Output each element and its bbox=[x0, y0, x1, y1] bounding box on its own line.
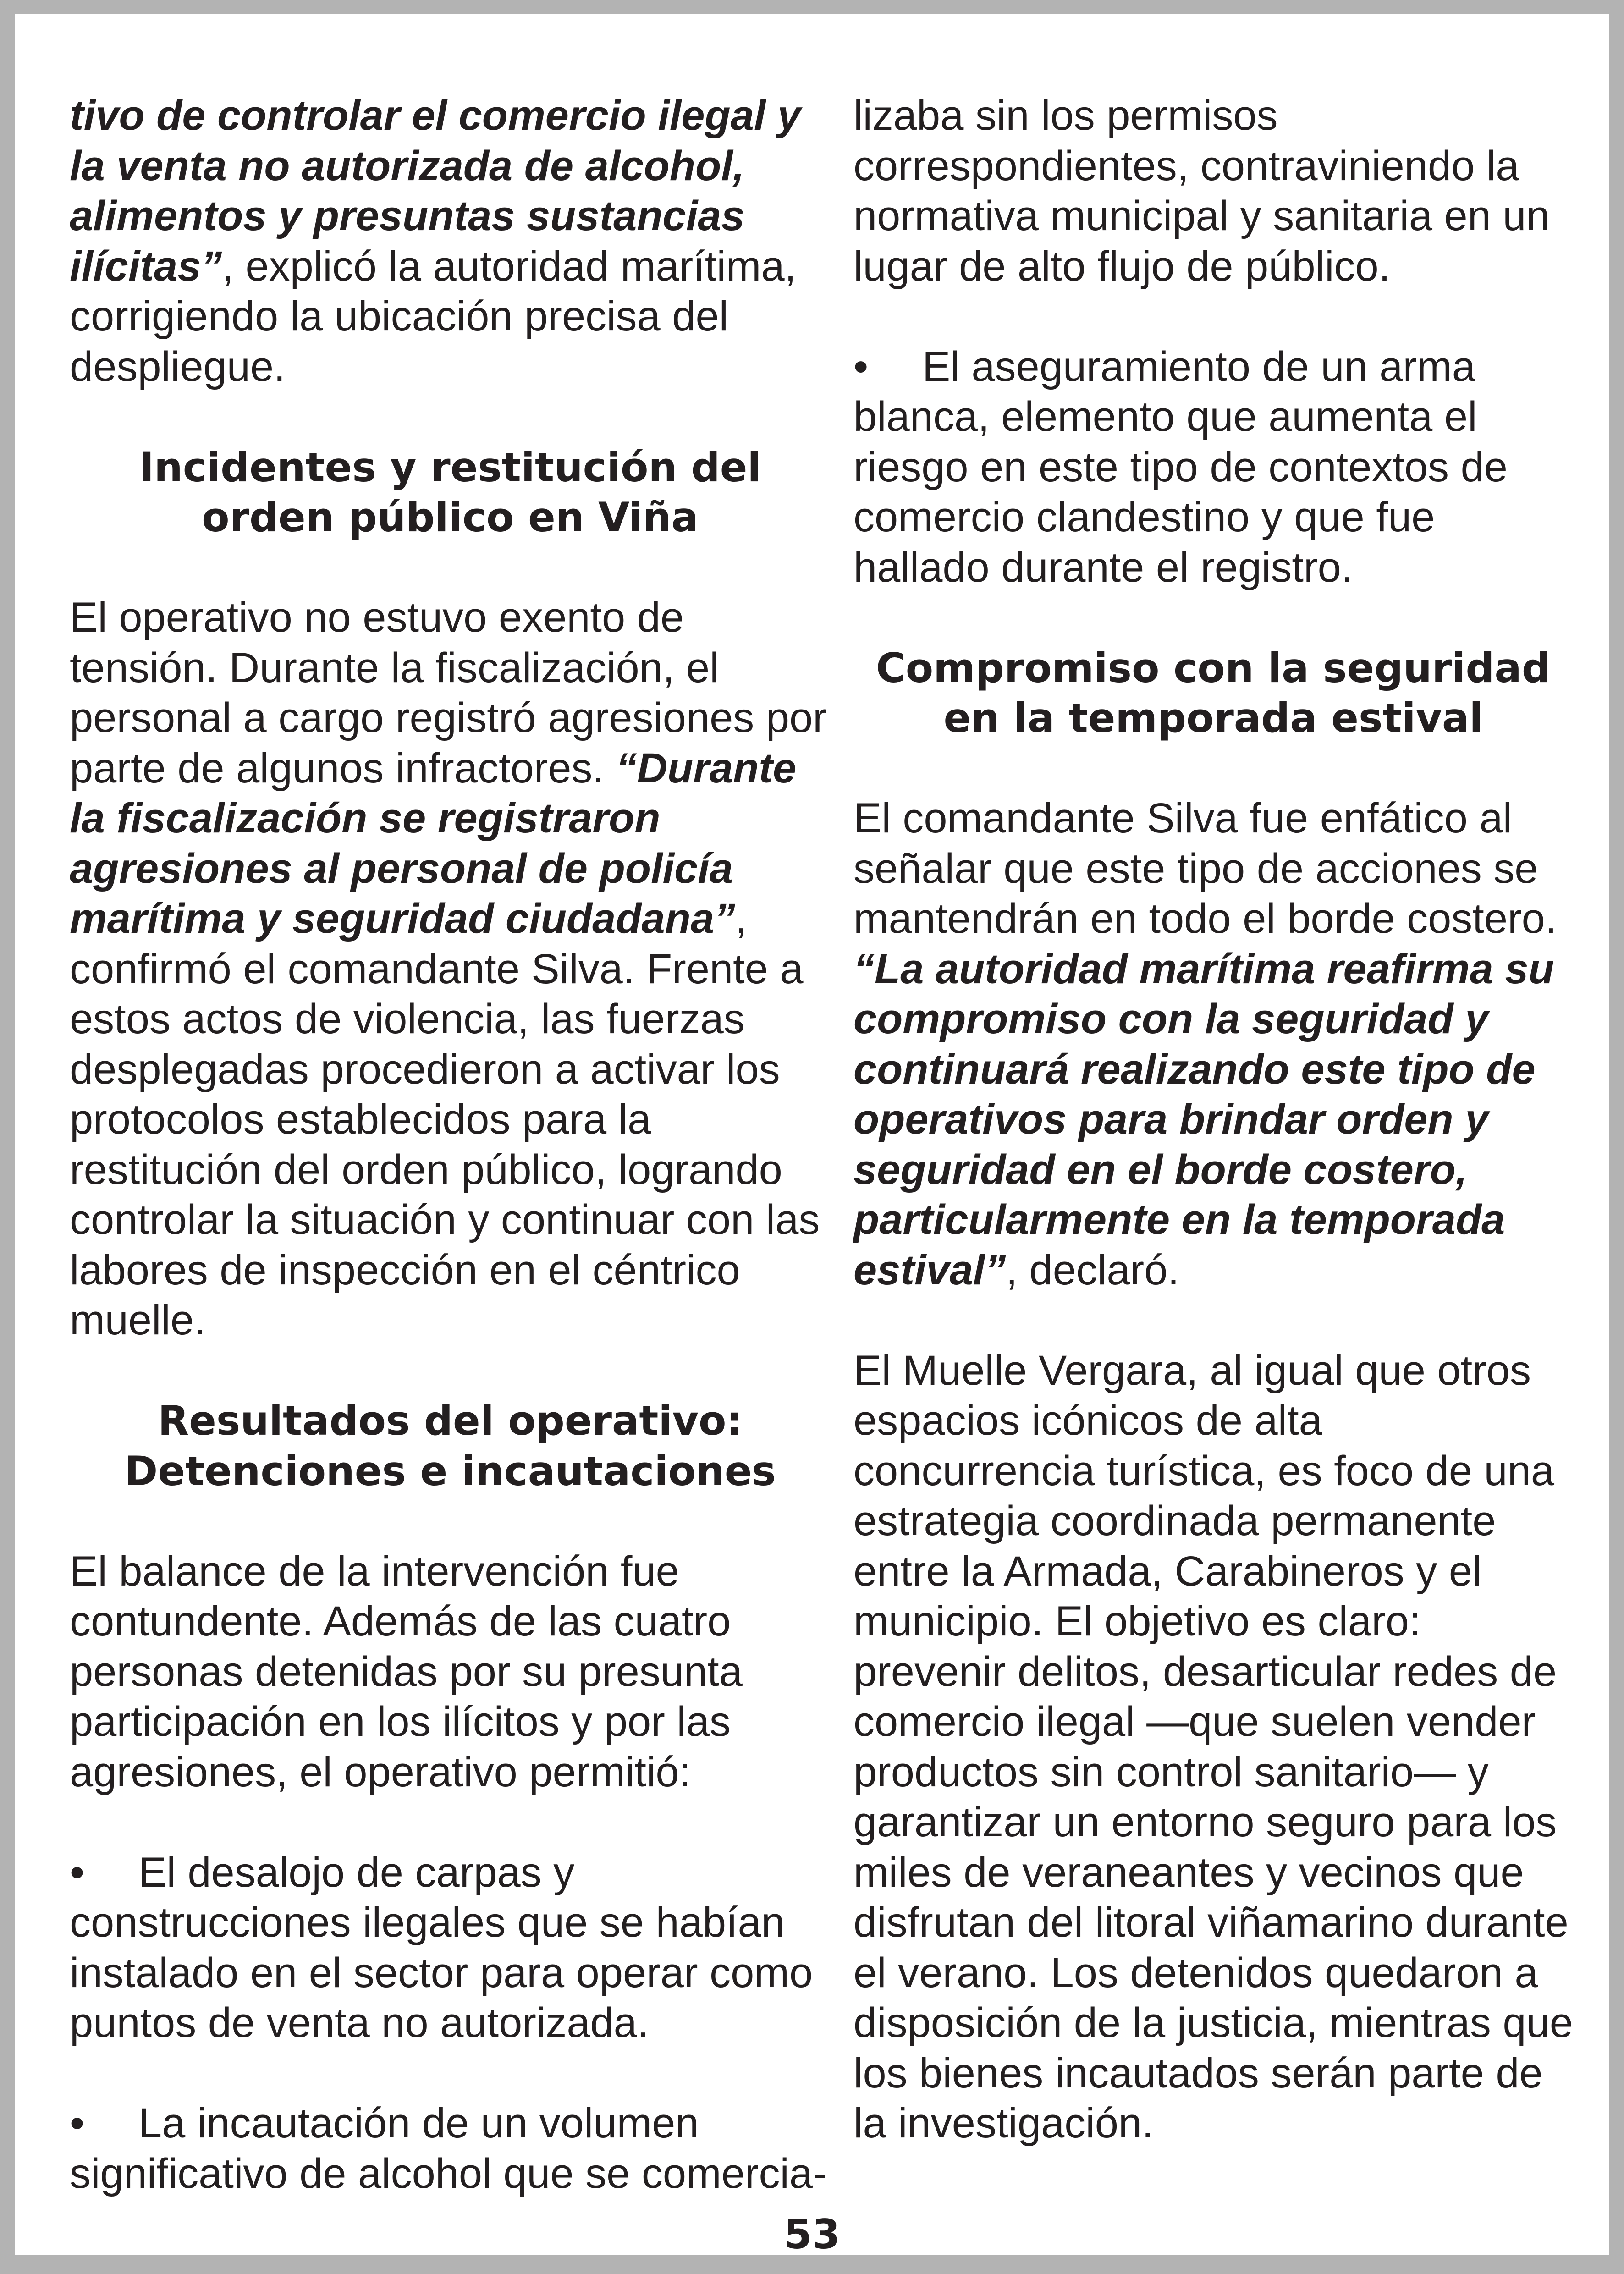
quote-text: “Durante la fiscalización se registraron agresiones al personal de policía marítima y seguridad ciudadana” bbox=[70, 744, 797, 942]
bullet-icon: • bbox=[70, 2100, 85, 2147]
heading-line: Compromiso con la seguridad bbox=[876, 644, 1551, 692]
bullet-text: La incautación de un volumen significativo de alcohol que se comercia- bbox=[70, 2100, 827, 2197]
left-column bbox=[70, 91, 831, 2249]
section-heading-incidentes bbox=[70, 442, 831, 543]
heading-line: Resultados del operativo: bbox=[158, 1397, 743, 1444]
paragraph-continuation bbox=[70, 91, 831, 392]
page-number: 53 bbox=[784, 2211, 840, 2258]
paragraph-balance: El balance de la intervención fue contundente. Además de las cuatro personas detenidas por su presunta participación en los ilícitos y por las agresiones, el operativo permitió: bbox=[70, 1547, 743, 1795]
body-text: El comandante Silva fue enfático al señalar que este tipo de acciones se mantendrán en todo el borde costero. bbox=[853, 795, 1557, 942]
body-text: El operativo no estuvo exento de tensión. Durante la fiscalización, el personal a cargo registró agresiones por parte de algunos infractores. bbox=[70, 594, 827, 792]
right-column bbox=[853, 91, 1573, 2199]
paragraph-continuation-right: lizaba sin los permisos correspondientes, contraviniendo la normativa municipal y sanitaria en un lugar de alto flujo de público. bbox=[853, 92, 1550, 290]
bullet-icon: • bbox=[853, 343, 869, 390]
quote-text: “La autoridad marítima reafirma su compromiso con la seguridad y continuará realizando este tipo de operativos para brindar orden y seguridad en el borde costero, particularmente en la temporada estival” bbox=[853, 945, 1554, 1294]
section-heading-compromiso bbox=[853, 643, 1573, 743]
body-text: , explicó la autoridad marítima, corrigiendo la ubicación precisa del despliegue. bbox=[70, 242, 797, 390]
heading-line: Detenciones e incautaciones bbox=[124, 1447, 776, 1495]
heading-line: Incidentes y restitución del bbox=[139, 443, 761, 491]
bullet-item-incautacion bbox=[70, 2098, 831, 2199]
paragraph-compromiso bbox=[853, 793, 1573, 1295]
body-text: , declaró. bbox=[1006, 1246, 1179, 1294]
heading-line: en la temporada estival bbox=[943, 694, 1483, 742]
paragraph-incidentes bbox=[70, 593, 831, 1346]
body-text: , confirmó el comandante Silva. Frente a estos actos de violencia, las fuerzas desplegadas procedieron a activar los protocolos establecidos para la restitución del orden público, logrando controlar la situación y continuar con las labores de inspección en el céntrico muelle. bbox=[70, 895, 820, 1343]
section-heading-resultados bbox=[70, 1396, 831, 1496]
heading-line: orden público en Viña bbox=[202, 494, 699, 541]
bullet-item-arma bbox=[853, 342, 1573, 593]
bullet-icon: • bbox=[70, 1849, 85, 1896]
bullet-text: El desalojo de carpas y construcciones ilegales que se habían instalado en el sector para operar como puntos de venta no autorizada. bbox=[70, 1849, 813, 2046]
bullet-item-desalojo bbox=[70, 1848, 831, 2048]
bullet-text: El aseguramiento de un arma blanca, elemento que aumenta el riesgo en este tipo de contextos de comercio clandestino y que fue hallado durante el registro. bbox=[853, 343, 1508, 591]
document-page bbox=[15, 14, 1609, 2258]
quote-text: tivo de controlar el comercio ilegal y la venta no autorizada de alcohol, alimentos y presuntas sustancias ilícitas” bbox=[70, 92, 801, 290]
paragraph-muelle-vergara: El Muelle Vergara, al igual que otros espacios icónicos de alta concurrencia turística, es foco de una estrategia coordinada permanente entre la Armada, Carabineros y el municipio. El objetivo es claro: prevenir delitos, desarticular redes de comercio ilegal —que suelen vender productos sin control sanitario— y garantizar un entorno seguro para los miles de veraneantes y vecinos que disfrutan del litoral viñamarino durante el verano. Los detenidos quedaron a disposición de la justicia, mientras que los bienes incautados serán parte de la investigación. bbox=[853, 1347, 1573, 2147]
